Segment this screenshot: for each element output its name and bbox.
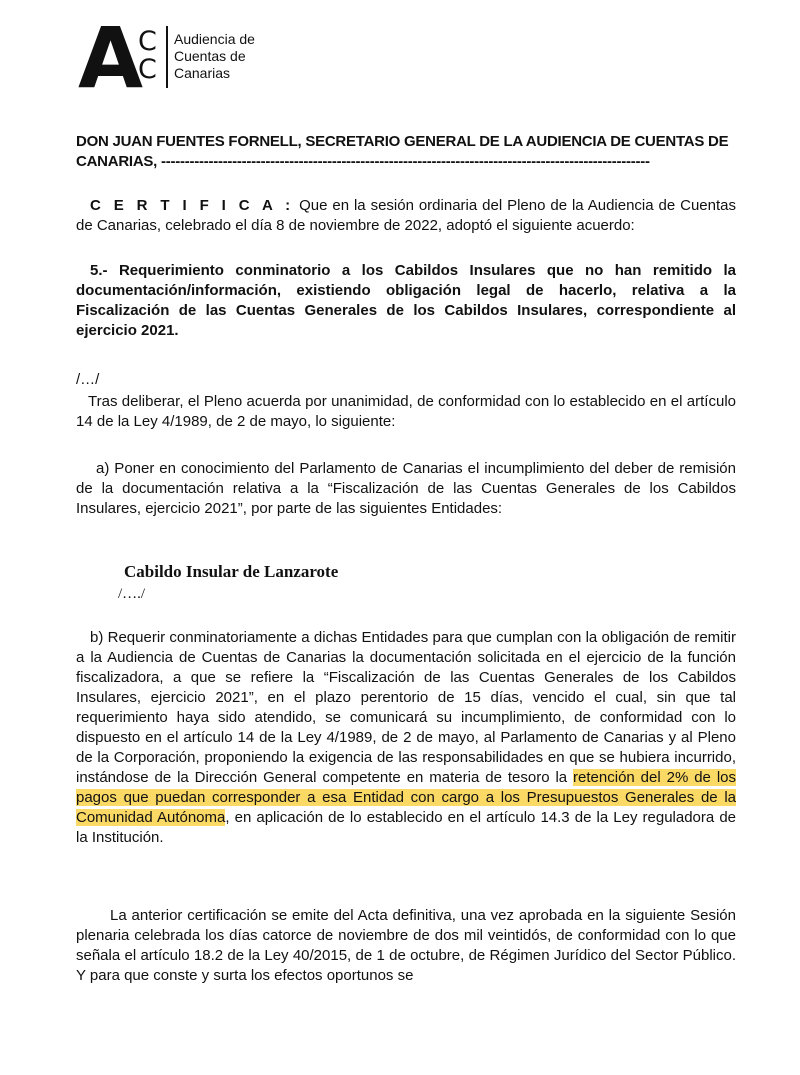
logo-a-letter: A [78, 9, 142, 107]
agreement-title: 5.- Requerimiento conminatorio a los Cabildos Insulares que no han remitido la documentación/información, existiendo obligación legal de hacerlo, relativa a la Fiscalización de las Cuentas Generales de los Cabildos Insulares, correspondiente al ejercicio 2021. [76, 262, 736, 339]
point-a-paragraph: a) Poner en conocimiento del Parlamento de Canarias el incumplimiento del deber de remisión de la documentación relativa a la “Fiscalización de las Cuentas Generales de los Cabildos Insulares, ejercicio 2021”, por parte de las siguientes Entidades: [76, 460, 736, 517]
logo-org-line: Canarias [174, 65, 231, 81]
ellipsis-marker: /…/ [76, 371, 100, 388]
logo-org-line: Audiencia de [174, 31, 255, 47]
entity-name: Cabildo Insular de Lanzarote [124, 562, 339, 581]
point-b-text: , en aplicación de lo establecido en el artículo 14.3 de la Ley reguladora de la Institución. [76, 809, 737, 846]
header-line: CANARIAS, ------------------------------------------------------------------------------------------------------- [76, 153, 650, 170]
logo-divider [166, 26, 168, 88]
logo-c-letter: C [138, 54, 157, 85]
certifica-paragraph [76, 196, 736, 236]
certifica-text: Que en la sesión ordinaria del Pleno de la Audiencia de Cuentas de Canarias, celebrado el día 8 de noviembre de 2022, adoptó el siguiente acuerdo: [76, 197, 737, 234]
document-header [76, 132, 736, 172]
header-line: DON JUAN FUENTES FORNELL, SECRETARIO GENERAL DE LA AUDIENCIA DE CUENTAS DE [76, 133, 729, 150]
logo-org-line: Cuentas de [174, 48, 246, 64]
certifica-label: C E R T I F I C A : [90, 197, 295, 214]
closing-paragraph: La anterior certificación se emite del Acta definitiva, una vez aprobada en la siguiente Sesión plenaria celebrada los días catorce de noviembre de dos mil veintidós, de conformidad con lo que señala el artículo 18.2 de la Ley 40/2015, de 1 de octubre, de Régimen Jurídico del Sector Público. Y para que conste y surta los efectos oportunos se [76, 907, 736, 984]
logo-c-letters [138, 28, 162, 84]
deliberation-paragraph: Tras deliberar, el Pleno acuerda por unanimidad, de conformidad con lo establecido en el artículo 14 de la Ley 4/1989, de 2 de mayo, lo siguiente: [76, 393, 736, 430]
point-b-text: b) Requerir conminatoriamente a dichas Entidades para que cumplan con la obligación de remitir a la Audiencia de Cuentas de Canarias la documentación solicitada en el ejercicio de la función fiscalizadora, a que se refiere la “Fiscalización de las Cuentas Generales de los Cabildos Insulares, ejercicio 2021”, en el plazo perentorio de 15 días, vencido el cual, sin que tal requerimiento haya sido atendido, se comunicará su incumplimiento, de conformidad con lo dispuesto en el artículo 14 de la Ley 4/1989, de 2 de mayo, al Parlamento de Canarias y al Pleno de la Corporación, proponiendo la exigencia de las responsabilidades en que se hubiera incurrido, instándose de la Dirección General competente en materia de tesoro la [76, 629, 736, 786]
highlighted-text: retención del 2% de los pagos que puedan corresponder a esa Entidad con cargo a los Presupuestos Generales de la Comunidad Autónoma [76, 769, 736, 826]
logo-org-name [174, 31, 294, 82]
point-b-paragraph [76, 628, 736, 848]
logo-c-letter: C [138, 26, 157, 57]
ellipsis-marker: /…./ [118, 586, 146, 602]
